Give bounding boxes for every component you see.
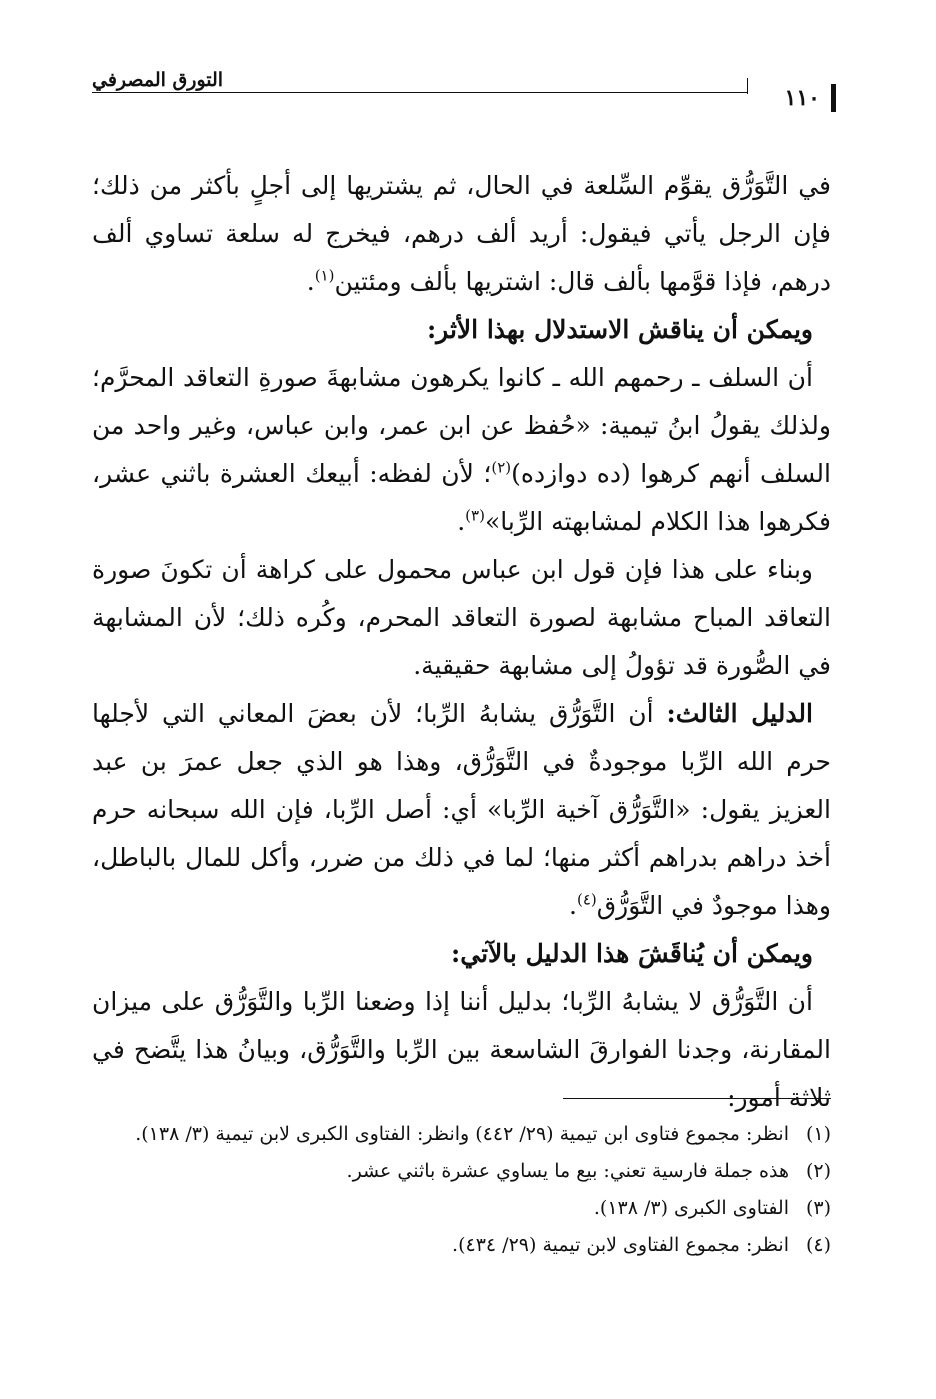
third-evidence-label: الدليل الثالث: [666, 699, 813, 728]
footnote-ref-4[interactable]: (٤) [576, 890, 597, 909]
footnote-3-number: (٣) [805, 1197, 831, 1219]
paragraph-4 [92, 690, 831, 930]
footnote-3 [92, 1192, 831, 1225]
footnote-1-text: انظر: مجموع فتاوى ابن تيمية (٢٩/ ٤٤٢) وانظر: الفتاوى الكبرى لابن تيمية (٣/ ١٣٨). [135, 1123, 789, 1145]
paragraph-2 [92, 354, 831, 546]
footnote-1-number: (١) [805, 1123, 831, 1145]
main-text [92, 162, 831, 1122]
paragraph-2-end: . [457, 507, 466, 536]
footnote-2-text: هذه جملة فارسية تعني: بيع ما يساوي عشرة باثني عشر. [346, 1160, 789, 1182]
page-number: ١١٠ [784, 85, 820, 111]
footnote-2-number: (٢) [805, 1160, 831, 1182]
paragraph-2-text-a: أن السلف ـ رحمهم الله ـ كانوا يكرهون مشابهةَ صورةِ التعاقد المحرَّم؛ ولذلك يقولُ ابنُ تيمية: «حُفظ عن ابن عمر، وابن عباس، وغير واحد من السلف أنهم كرهوا (ده دوازده) [92, 363, 831, 488]
footnote-ref-1[interactable]: (١) [314, 266, 335, 285]
footnote-separator [563, 1098, 831, 1099]
discussion-heading-1: ويمكن أن يناقش الاستدلال بهذا الأثر: [426, 315, 813, 344]
paragraph-4-text: أن التَّوَرُّق يشابهُ الرِّبا؛ لأن بعضَ المعاني التي لأجلها حرم الله الرِّبا موجودةٌ في التَّوَرُّق، وهذا هو الذي جعل عمرَ بن عبد العزيز يقول: «التَّوَرُّق آخية الرِّبا» أي: أصل الرِّبا، فإن الله سبحانه حرم أخذ دراهم بدراهم أكثر منها؛ لما في ذلك من ضرر، وأكل للمال بالباطل، وهذا موجودٌ في التَّوَرُّق [92, 699, 831, 920]
paragraph-1 [92, 162, 831, 306]
footnote-ref-2[interactable]: (٢) [491, 458, 512, 477]
running-header [92, 70, 836, 110]
paragraph-2-text-b: ؛ لأن لفظه: أبيعك العشرة باثني عشر، فكرهوا هذا الكلام لمشابهته الرِّبا» [92, 459, 831, 536]
paragraph-1-end: . [306, 267, 315, 296]
running-title: التورق المصرفي [92, 69, 224, 91]
footnote-4-text: انظر: مجموع الفتاوى لابن تيمية (٢٩/ ٤٣٤). [452, 1234, 789, 1256]
paragraph-1-text: في التَّوَرُّق يقوِّم السِّلعة في الحال، ثم يشتريها إلى أجلٍ بأكثر من ذلك؛ فإن الرجل يأتي فيقول: أريد ألف درهم، فيخرج له سلعة تساوي ألف درهم، فإذا قوَّمها بألف قال: اشتريها بألف ومئتين [92, 171, 831, 296]
paragraph-3: وبناء على هذا فإن قول ابن عباس محمول على كراهة أن تكونَ صورة التعاقد المباح مشابهة لصورة التعاقد المحرم، وكُره ذلك؛ لأن المشابهة في الصُّورة قد تؤولُ إلى مشابهة حقيقية. [92, 555, 831, 680]
footnotes [92, 1118, 831, 1266]
footnote-2 [92, 1155, 831, 1188]
footnote-ref-3[interactable]: (٣) [465, 506, 485, 525]
header-bar [831, 84, 836, 112]
footnote-3-text: الفتاوى الكبرى (٣/ ١٣٨). [593, 1197, 789, 1219]
footnote-1 [92, 1118, 831, 1151]
paragraph-5: أن التَّوَرُّق لا يشابهُ الرِّبا؛ بدليل أننا إذا وضعنا الرِّبا والتَّوَرُّق على ميزان المقارنة، وجدنا الفوارقَ الشاسعة بين الرِّبا والتَّوَرُّق، وبيانُ هذا يتَّضح في ثلاثة أمور: [92, 987, 831, 1112]
paragraph-4-end: . [569, 891, 577, 920]
footnote-4-number: (٤) [805, 1234, 831, 1256]
discussion-heading-2: ويمكن أن يُناقَشَ هذا الدليل بالآتي: [451, 939, 813, 968]
header-rule [92, 92, 748, 93]
footnote-4 [92, 1229, 831, 1262]
